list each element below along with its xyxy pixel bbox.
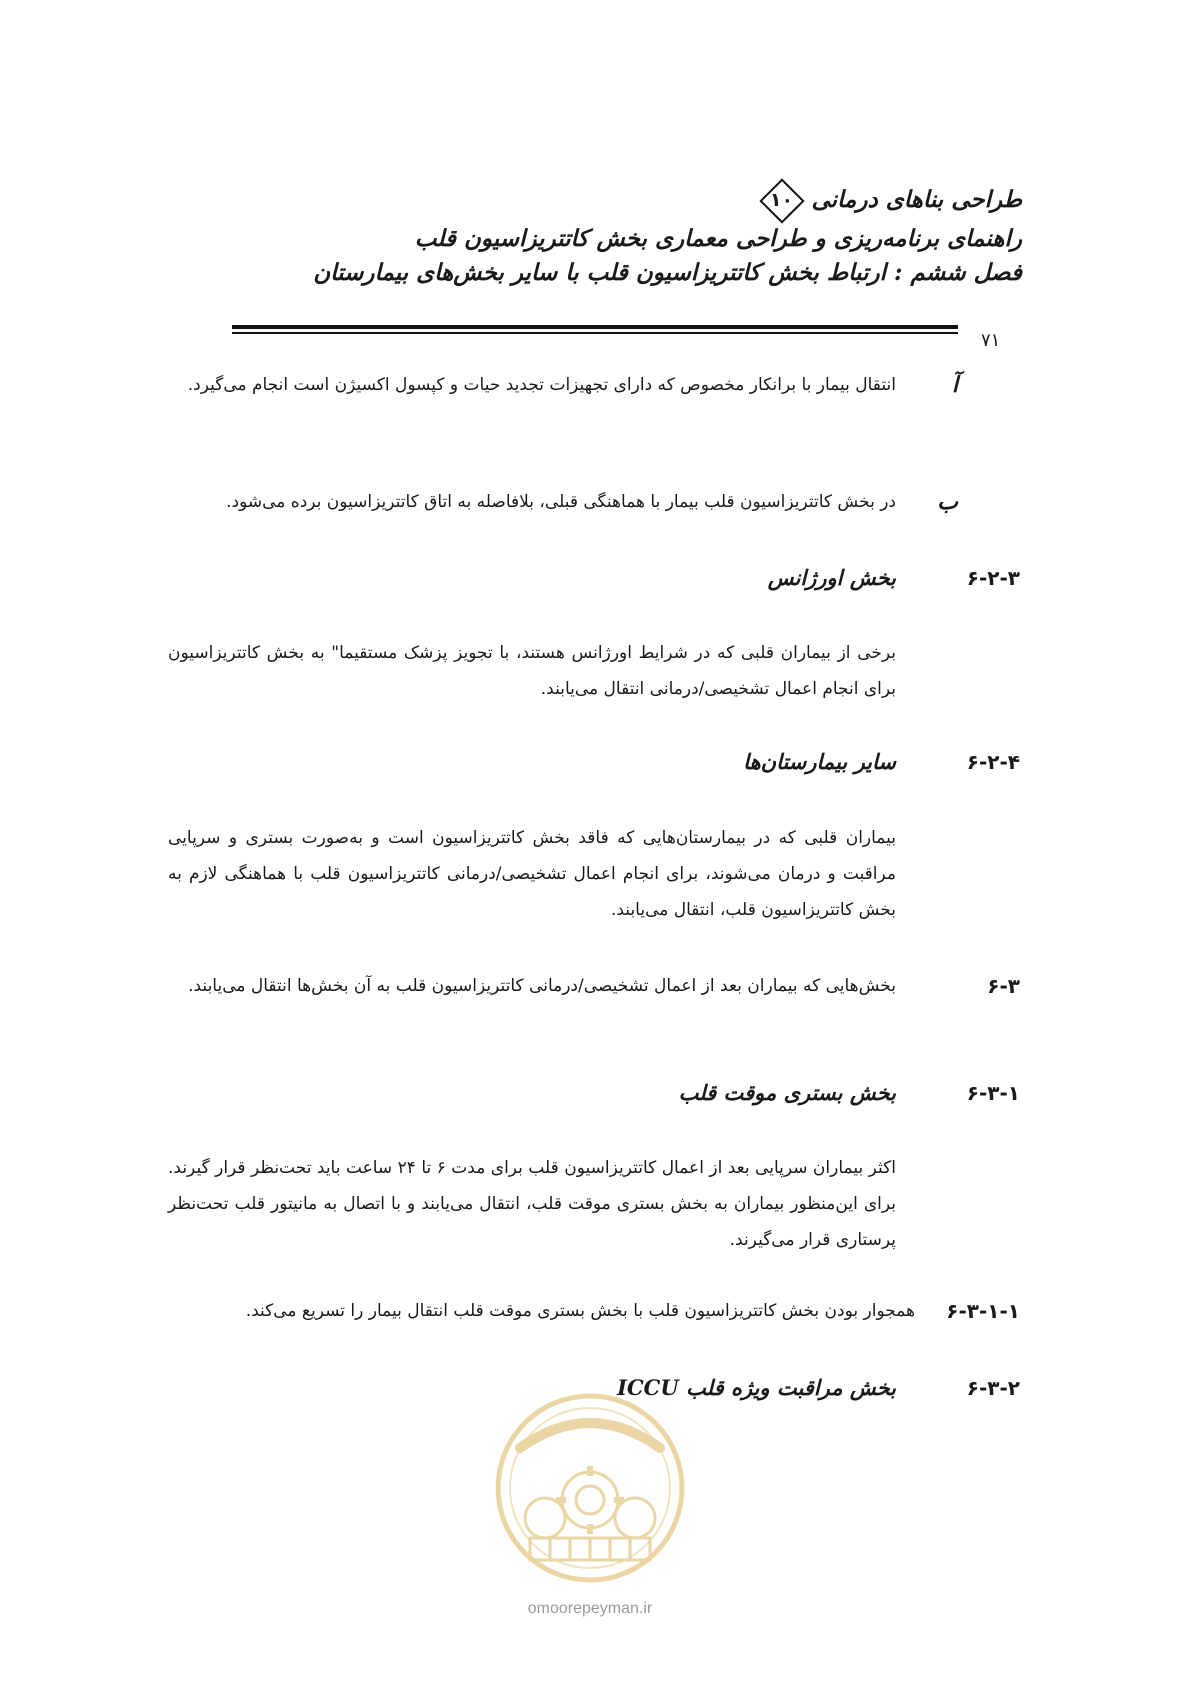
section-text: همجوار بودن بخش کاتتریزاسیون قلب با بخش بستری موقت قلب انتقال بیمار را تسریع می‌کند. — [245, 1301, 915, 1321]
list-item-alef — [168, 367, 958, 403]
section-number: ۶-۳-۱ — [966, 1081, 1020, 1105]
section-number: ۶-۳ — [987, 974, 1020, 998]
paragraph-text: برخی از بیماران قلبی که در شرایط اورژانس هستند، با تجویز پزشک مستقیما" به بخش کاتتریزاسیون برای انجام اعمال تشخیصی/درمانی انتقال می‌یابند. — [168, 643, 896, 699]
section-number: ۶-۳-۲ — [966, 1376, 1020, 1400]
chapter-title: فصل ششم : ارتباط بخش کاتتریزاسیون قلب با سایر بخش‌های بیمارستان — [313, 259, 1022, 286]
header-rule-thick — [232, 325, 958, 329]
list-item-text: در بخش کاتتریزاسیون قلب بیمار با هماهنگی قبلی، بلافاصله به اتاق کاتتریزاسیون برده می‌شود. — [226, 492, 896, 512]
paragraph-text: اکثر بیماران سرپایی بعد از اعمال کاتتریزاسیون قلب برای مدت ۶ تا ۲۴ ساعت باید تحت‌نظر قرار گیرند. برای این‌منظور بیماران به بخش بستری موقت قلب، انتقال می‌یابند و با اتصال به مانیتور قلب تحت‌نظر پرستاری قرار می‌گیرند. — [168, 1158, 896, 1250]
series-title-line — [162, 178, 1022, 222]
section-heading-6-2-3 — [168, 560, 1020, 596]
paragraph-6-2-4 — [168, 820, 896, 928]
series-number-diamond-icon — [759, 178, 803, 222]
list-item-be — [168, 484, 958, 520]
list-marker: آ — [951, 372, 958, 398]
section-heading-6-2-4 — [168, 744, 1020, 780]
list-item-text: انتقال بیمار با برانکار مخصوص که دارای تجهیزات تجدید حیات و کپسول اکسیژن است انجام می‌گیرد. — [187, 375, 896, 395]
section-title: سایر بیمارستان‌ها — [743, 749, 896, 774]
watermark-website: omoorepeyman.ir — [527, 1600, 653, 1617]
list-marker: ب — [937, 489, 958, 515]
page-header — [162, 178, 1022, 290]
section-number: ۶-۲-۴ — [966, 750, 1020, 774]
paragraph-text: بیماران قلبی که در بیمارستان‌هایی که فاقد بخش کاتتریزاسیون است و به‌صورت بستری و سرپایی مراقبت و درمان می‌شوند، برای انجام اعمال تشخیصی/درمانی کاتتریزاسیون قلب با هماهنگی لازم به بخش کاتتریزاسیون قلب، انتقال می‌یابند. — [168, 828, 896, 920]
page-number: ۷۱ — [981, 330, 1001, 351]
section-title-latin: ICCU — [617, 1375, 679, 1400]
section-heading-6-3-1 — [168, 1075, 1020, 1111]
section-title: بخش اورژانس — [767, 565, 896, 590]
section-number: ۶-۳-۱-۱ — [946, 1299, 1020, 1323]
header-rule-thin — [232, 332, 958, 334]
series-title: طراحی بناهای درمانی — [811, 186, 1022, 213]
section-6-3-1-1 — [168, 1293, 1020, 1329]
series-number: ۱۰ — [769, 189, 794, 211]
section-number: ۶-۲-۳ — [966, 566, 1020, 590]
document-subtitle: راهنمای برنامه‌ریزی و طراحی معماری بخش کاتتریزاسیون قلب — [414, 225, 1022, 252]
section-text: بخش‌هایی که بیماران بعد از اعمال تشخیصی/درمانی کاتتریزاسیون قلب به آن بخش‌ها انتقال می‌یابند. — [188, 976, 896, 996]
paragraph-6-2-3 — [168, 635, 896, 707]
paragraph-6-3-1 — [168, 1150, 896, 1258]
section-title: بخش بستری موقت قلب — [678, 1080, 896, 1105]
section-title-text: بخش مراقبت ویژه قلب — [686, 1375, 896, 1400]
watermark-seal-icon — [490, 1388, 690, 1588]
section-6-3 — [168, 968, 1020, 1004]
